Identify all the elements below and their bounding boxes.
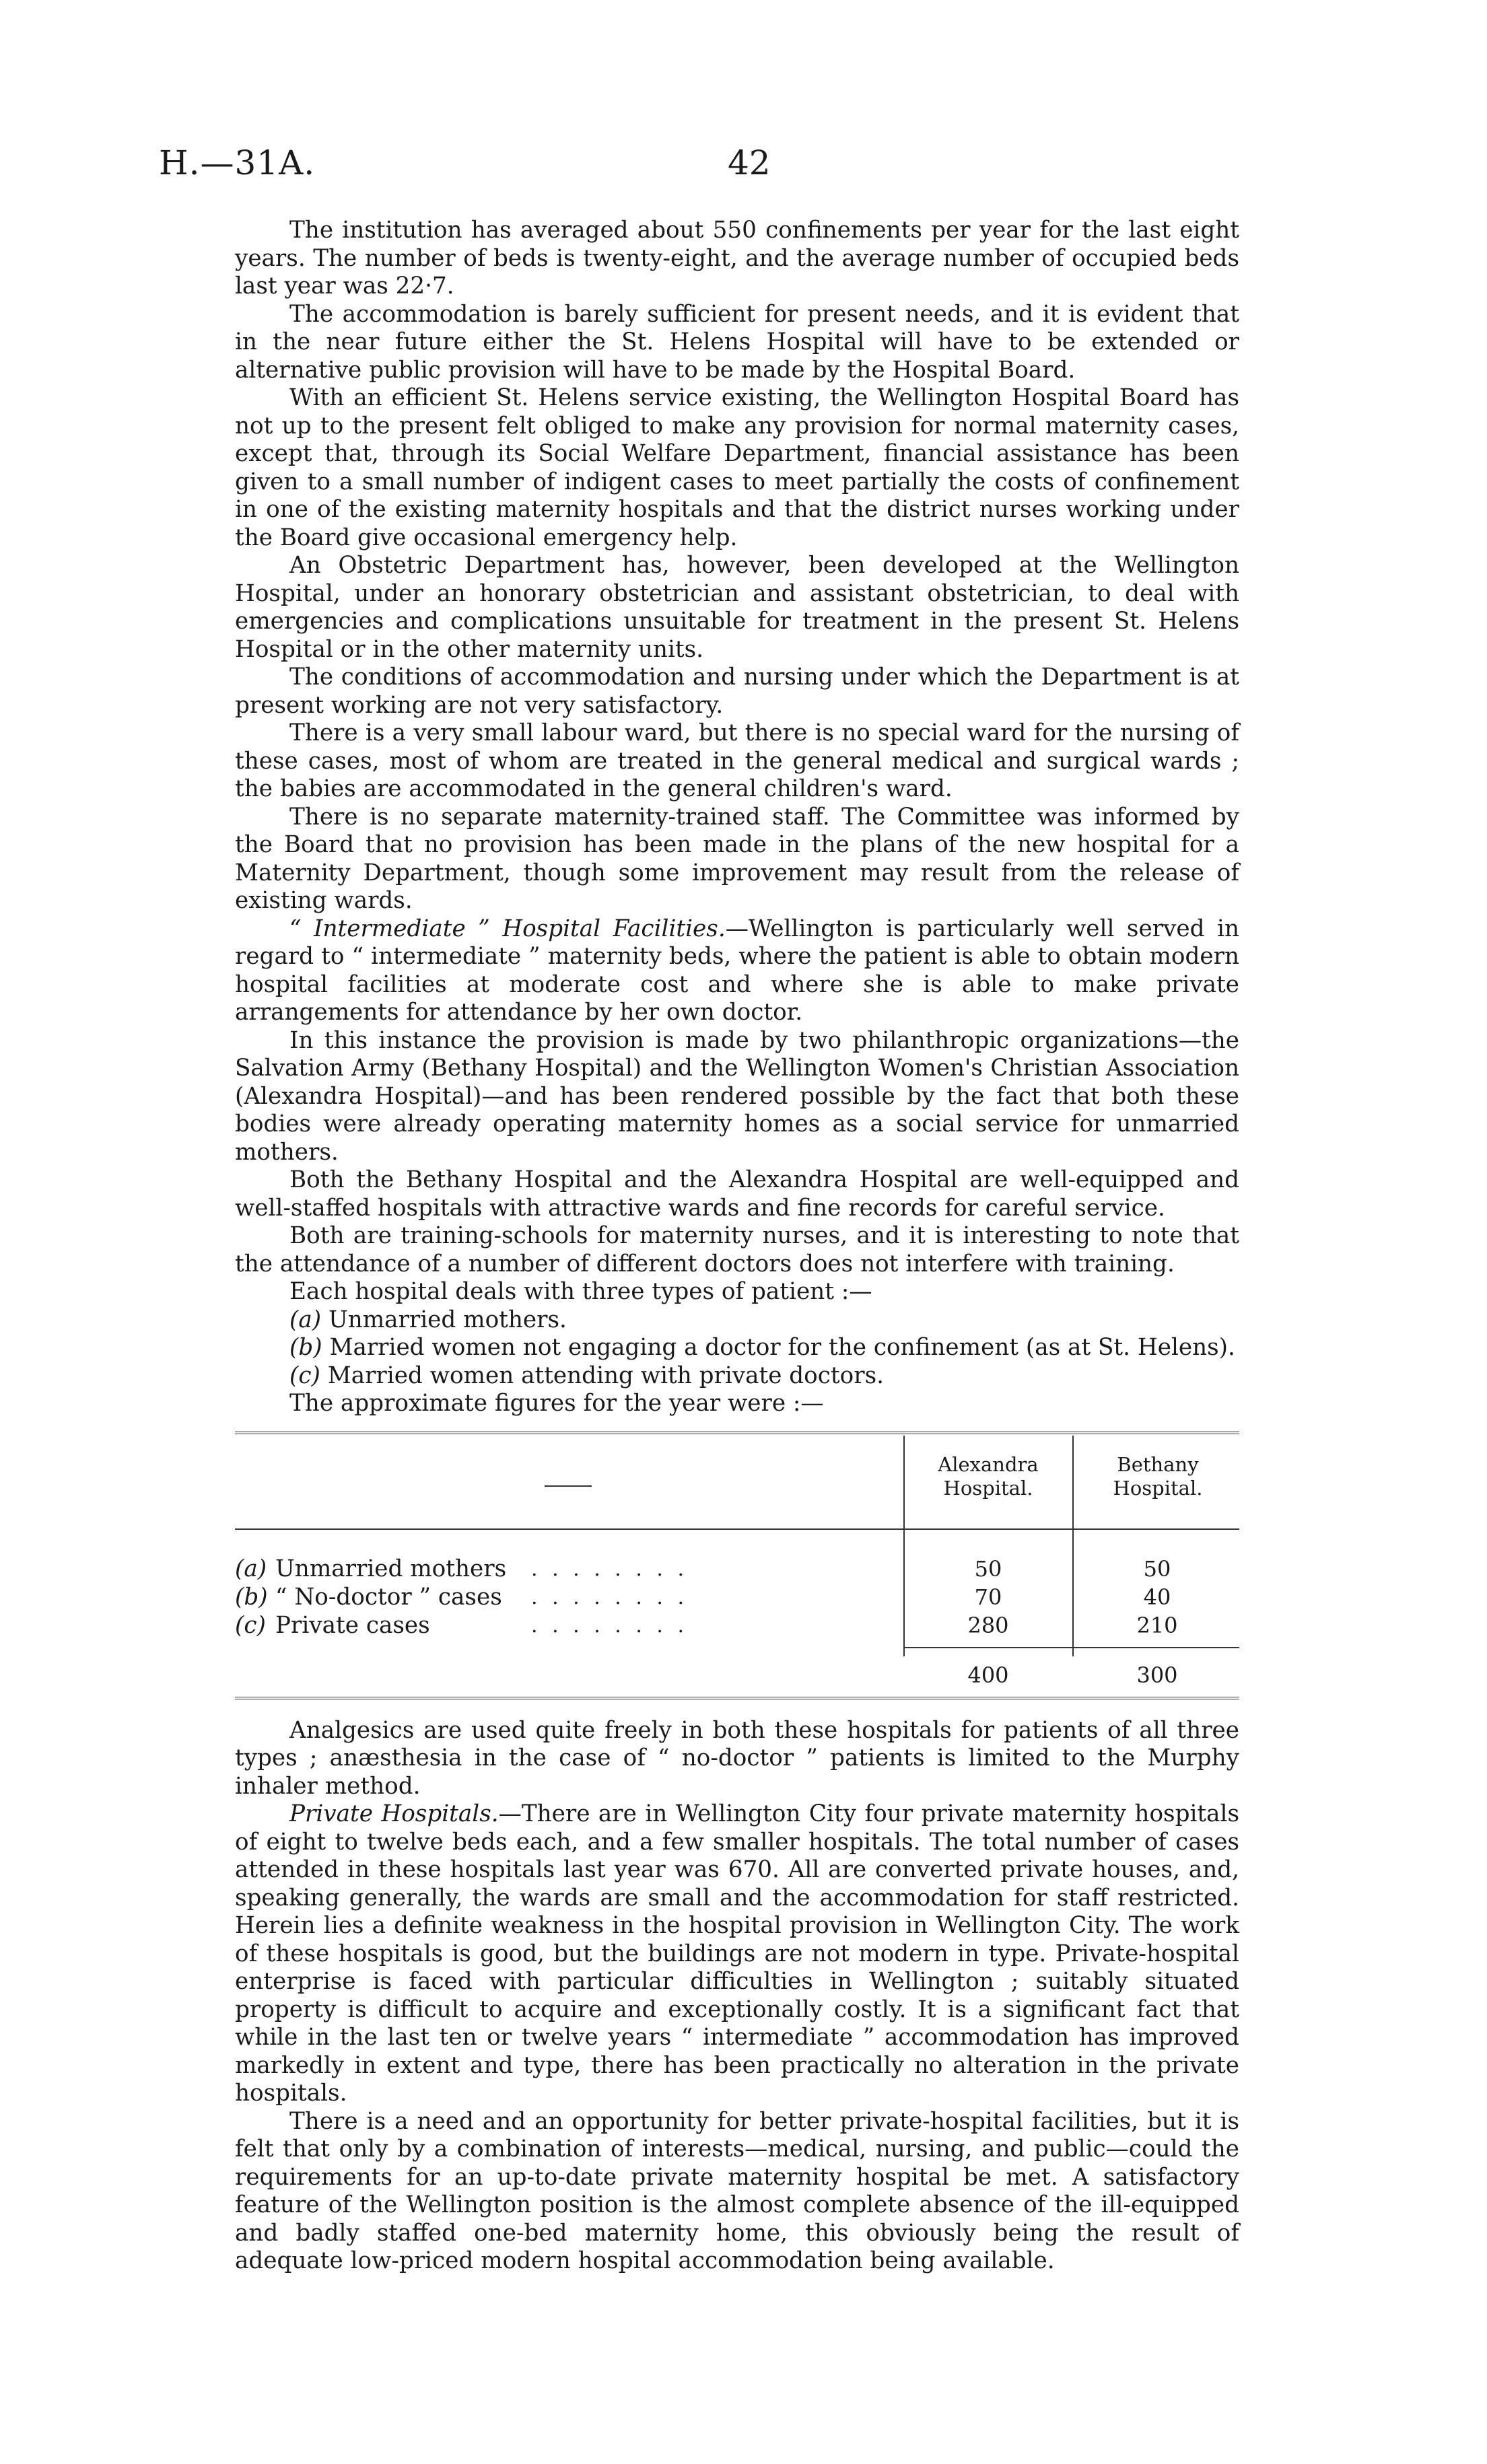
row-label: Unmarried mothers <box>275 1555 507 1582</box>
paragraph: Each hospital deals with three types of patient :— <box>289 1278 872 1305</box>
paragraph-private <box>235 1800 1239 2108</box>
paragraph: There is a need and an opportunity for better private-hospital facilities, but it is felt that only by a combination of interests—medical, nursing, and public—could the requirements for an up-to-date private maternity hospital be met. A satisfactory feature of the Wellington position is the almost complete absence of the ill-equipped and badly staffed one-bed maternity home, this obviously being the result of adequate low-priced modern hospital accommodation being available. <box>235 2107 1239 2274</box>
total-rule <box>903 1647 1239 1648</box>
table-cell: 50 <box>1143 1555 1171 1582</box>
row-label: Private cases <box>275 1611 430 1639</box>
page-number: 42 <box>728 143 771 182</box>
paragraph-intermediate <box>235 915 1239 1027</box>
table-bottom-rule <box>235 1697 1239 1699</box>
paragraph: The institution has averaged about 550 confinements per year for the last eight years. The number of beds is twenty-eight, and the average number of occupied beds last year was 22·7. <box>235 217 1239 300</box>
leader-dots: . . . . . . . . <box>531 1557 689 1581</box>
column-header-alexandra: Alexandra Hospital. <box>938 1452 1039 1500</box>
column-header-bethany: Bethany Hospital. <box>1113 1452 1203 1500</box>
row-marker: (b) <box>235 1583 268 1611</box>
table-cell: 210 <box>1136 1612 1178 1638</box>
table-total: 300 <box>1136 1662 1178 1688</box>
leader-dots: . . . . . . . . <box>531 1585 689 1609</box>
column-divider <box>1072 1436 1074 1656</box>
table-cell: 50 <box>974 1555 1002 1582</box>
stub-heading-dash <box>545 1485 592 1487</box>
row-marker: (a) <box>235 1555 267 1582</box>
list-text: Married women attending with private doctors. <box>327 1362 884 1389</box>
paragraph: With an efficient St. Helens service existing, the Wellington Hospital Board has not up to the present felt obliged to make any provision for normal maternity cases, except that, through its Social Welfare Department, financial assistance has been given to a small number of indigent cases to meet partially the costs of confinement in one of the existing maternity hospitals and that the district nurses working under the Board give occasional emergency help. <box>235 384 1239 551</box>
document-reference: H.—31A. <box>159 143 316 182</box>
section-text: —There are in Wellington City four private maternity hospitals of eight to twelve beds each, and a few smaller hospitals. The total number of cases attended in these hospitals last year was 670. All are converted private houses, and, speaking generally, the wards are small and the accommodation for staff restricted. Herein lies a definite weakness in the hospital provision in Wellington City. The work of these hospitals is good, but the buildings are not modern in type. Private-hospital enterprise is faced with particular difficulties in Wellington ; suitably situated property is difficult to acquire and exceptionally costly. It is a significant fact that while in the last ten or twelve years “ intermediate ” accommodation has improved markedly in extent and type, there has been practically no alteration in the private hospitals. <box>235 1800 1239 2107</box>
list-item <box>289 1334 1239 1362</box>
list-item <box>289 1362 1239 1391</box>
paragraph: In this instance the provision is made by two philanthropic organizations—the Salvation Army (Bethany Hospital) and the Wellington Women's Christian Association (Alexandra Hospital)—and has been rendered possible by the fact that both these bodies were already operating maternity homes as a social service for unmarried mothers. <box>235 1026 1239 1166</box>
section-text: —Wellington is particularly well served in regard to “ intermediate ” maternity beds, where the patient is able to obtain modern hospital facilities at moderate cost and where she is able to make private arrangements for attendance by her own doctor. <box>235 915 1239 1026</box>
leader-dots: . . . . . . . . <box>531 1613 689 1638</box>
row-label: “ No-doctor ” cases <box>275 1583 502 1611</box>
table-total: 400 <box>967 1662 1009 1688</box>
figures-table <box>235 1428 1239 1703</box>
paragraph: An Obstetric Department has, however, been developed at the Wellington Hospital, under an honorary obstetrician and assistant obstetrician, to deal with emergencies and complications unsuitable for treatment in the present St. Helens Hospital or in the other maternity units. <box>235 552 1239 663</box>
paragraph: There is no separate maternity-trained staff. The Committee was informed by the Board that no provision has been made in the plans of the new hospital for a Maternity Department, though some improvement may result from the release of existing wards. <box>235 803 1239 914</box>
paragraph: Analgesics are used quite freely in both these hospitals for patients of all three types ; anæsthesia in the case of “ no-doctor ” patients is limited to the Murphy inhaler method. <box>235 1716 1239 1800</box>
paragraph: Both are training-schools for maternity nurses, and it is interesting to note that the attendance of a number of different doctors does not interfere with training. <box>235 1222 1239 1277</box>
paragraph: The approximate figures for the year were :— <box>289 1390 824 1417</box>
table-cell: 40 <box>1143 1584 1171 1610</box>
column-divider <box>903 1436 905 1656</box>
paragraph: The conditions of accommodation and nursing under which the Department is at present working are not very satisfactory. <box>235 664 1239 719</box>
row-marker: (c) <box>235 1611 266 1639</box>
table-cell: 280 <box>967 1612 1009 1638</box>
list-marker: (c) <box>289 1362 320 1389</box>
section-heading: Private Hospitals. <box>289 1800 499 1827</box>
table-top-rule <box>235 1432 1239 1434</box>
list-text: Married women not engaging a doctor for the confinement (as at St. Helens). <box>329 1334 1235 1361</box>
header-rule <box>235 1528 1239 1530</box>
list-text: Unmarried mothers. <box>328 1306 567 1333</box>
paragraph: The accommodation is barely sufficient for present needs, and it is evident that in the near future either the St. Helens Hospital will have to be extended or alternative public provision will have to be made by the Hospital Board. <box>235 300 1239 384</box>
section-heading: “ Intermediate ” Hospital Facilities. <box>289 915 726 942</box>
body-text <box>235 217 1239 2276</box>
table-cell: 70 <box>974 1584 1002 1610</box>
paragraph: Both the Bethany Hospital and the Alexandra Hospital are well-equipped and well-staffed hospitals with attractive wards and fine records for careful service. <box>235 1166 1239 1222</box>
list-marker: (a) <box>289 1306 322 1333</box>
paragraph: There is a very small labour ward, but there is no special ward for the nursing of these cases, most of whom are treated in the general medical and surgical wards ; the babies are accommodated in the general children's ward. <box>235 719 1239 802</box>
list-item <box>289 1306 1239 1335</box>
list-marker: (b) <box>289 1334 322 1361</box>
